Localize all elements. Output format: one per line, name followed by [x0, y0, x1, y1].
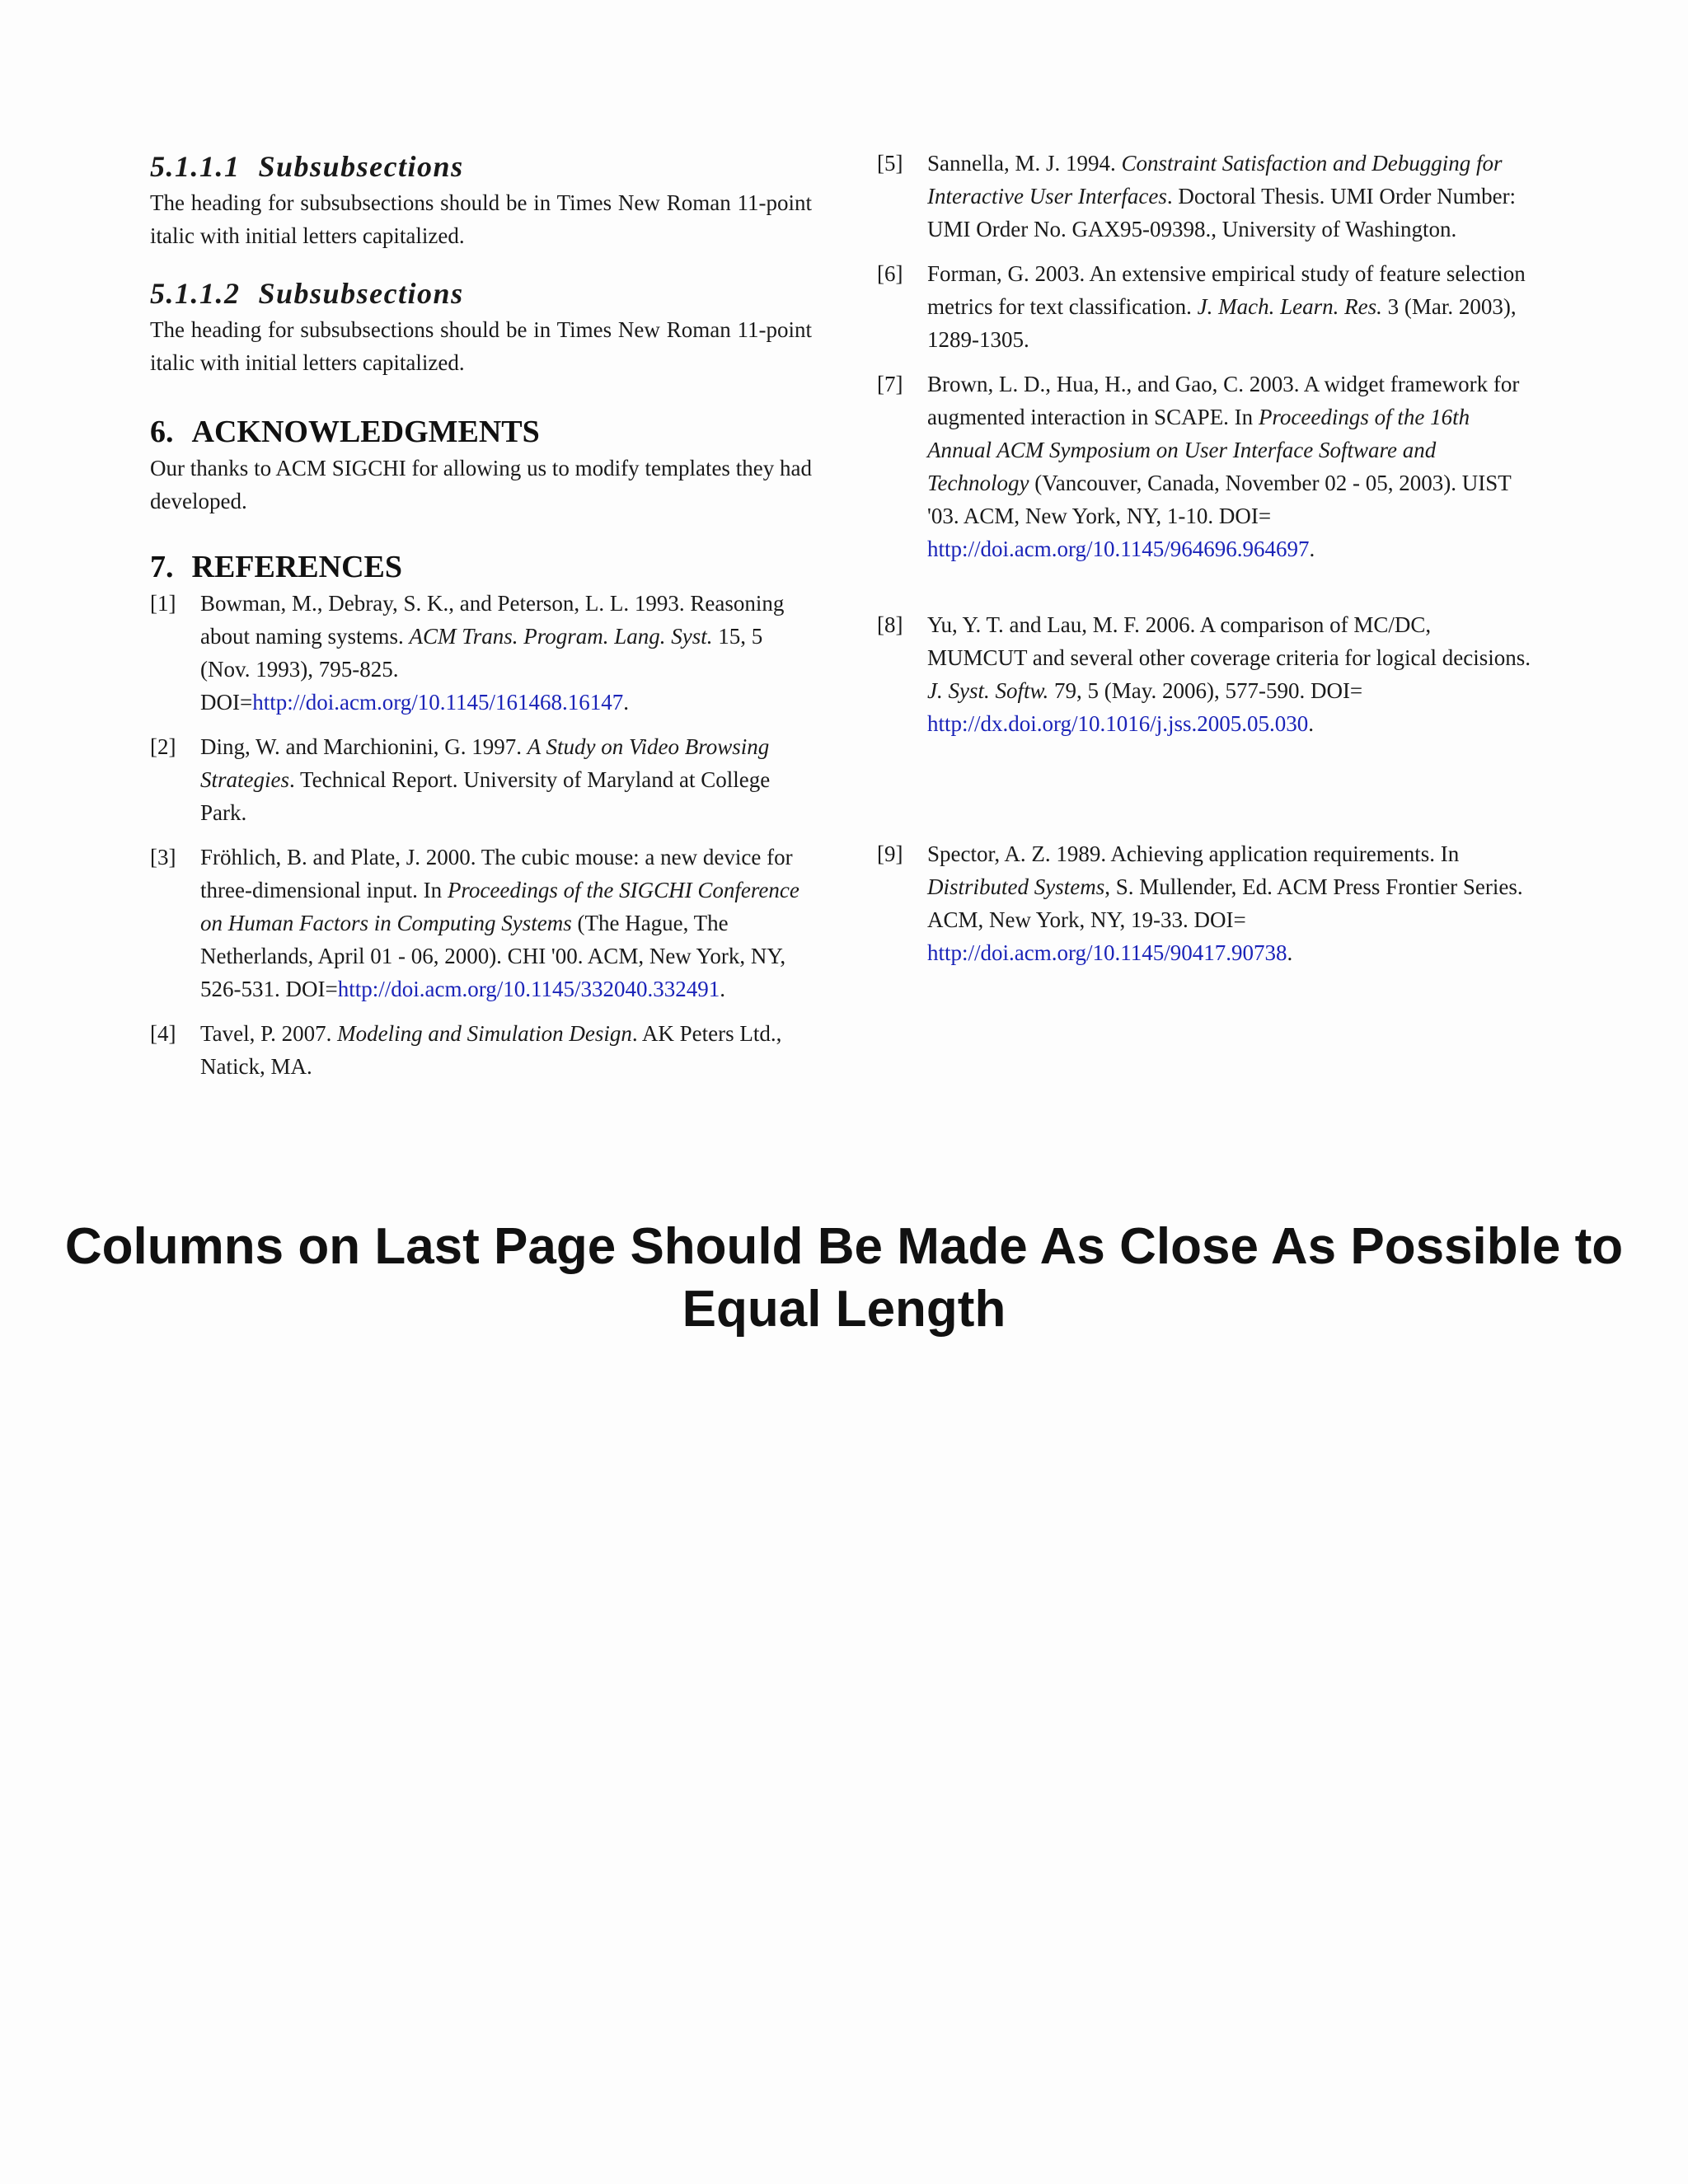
subsubsection-number: 5.1.1.2 — [150, 277, 241, 310]
reference-number: [9] — [877, 841, 903, 866]
reference-text: Bowman, M., Debray, S. K., and Peterson, L. L. 1993. Reasoning about naming systems. — [200, 591, 785, 649]
reference-item — [877, 608, 1532, 740]
reference-text: Sannella, M. J. 1994. — [927, 151, 1122, 176]
reference-end: . — [1308, 711, 1315, 736]
references-heading — [150, 547, 812, 587]
subsubsection-heading-2 — [150, 274, 812, 313]
reference-doi-link[interactable]: http://doi.acm.org/10.1145/964696.964697 — [927, 537, 1310, 561]
reference-item — [150, 730, 812, 829]
reference-item — [150, 1017, 812, 1083]
right-column — [877, 147, 1532, 969]
reference-text: Fröhlich, B. and Plate, J. 2000. The cubic mouse: a new device for three-dimensional input. In — [200, 845, 793, 902]
reference-doi-link[interactable]: http://doi.acm.org/10.1145/161468.16147 — [252, 690, 624, 715]
reference-number: [5] — [877, 151, 903, 176]
subsubsection-text-2: The heading for subsubsections should be in Times New Roman 11-point italic with initial letters capitalized. — [150, 317, 812, 375]
reference-end: . — [623, 690, 629, 715]
reference-details: . AK Peters Ltd., Natick, MA. — [200, 1021, 782, 1079]
reference-number: [1] — [150, 591, 176, 616]
reference-details: 15, 5 (Nov. 1993), 795-825. DOI= — [200, 624, 763, 715]
subsubsection-text-1: The heading for subsubsections should be in Times New Roman 11-point italic with initial letters capitalized. — [150, 190, 812, 248]
reference-details: . Technical Report. University of Maryland at College Park. — [200, 767, 771, 825]
subsubsection-number: 5.1.1.1 — [150, 150, 241, 183]
reference-text: Brown, L. D., Hua, H., and Gao, C. 2003. A widget framework for augmented interaction in SCAPE. In — [927, 372, 1520, 429]
reference-number: [6] — [877, 261, 903, 286]
reference-item — [877, 368, 1532, 565]
reference-venue: A Study on Video Browsing Strategies — [200, 734, 770, 792]
reference-venue: Constraint Satisfaction and Debugging for Interactive User Interfaces — [927, 151, 1503, 209]
reference-end: . — [1309, 537, 1315, 561]
reference-venue: Proceedings of the SIGCHI Conference on Human Factors in Computing Systems — [200, 878, 799, 935]
section-number: 7. — [150, 550, 174, 584]
reference-text: Forman, G. 2003. An extensive empirical study of feature selection metrics for text classification. — [927, 261, 1526, 319]
reference-details: 3 (Mar. 2003), 1289-1305. — [927, 294, 1517, 352]
reference-details: . Doctoral Thesis. UMI Order Number: UMI Order No. GAX95-09398., University of Washington. — [927, 184, 1517, 241]
reference-item — [150, 587, 812, 719]
reference-number: [8] — [877, 612, 903, 637]
reference-venue: Distributed Systems — [927, 874, 1105, 899]
reference-venue: J. Mach. Learn. Res. — [1197, 294, 1382, 319]
reference-doi-link[interactable]: http://dx.doi.org/10.1016/j.jss.2005.05.030 — [927, 711, 1309, 736]
reference-number: [3] — [150, 845, 176, 869]
subsubsection-title: Subsubsections — [258, 150, 464, 183]
section-title: ACKNOWLEDGMENTS — [191, 415, 540, 449]
section-number: 6. — [150, 415, 174, 449]
reference-item — [877, 837, 1532, 969]
reference-details: 79, 5 (May. 2006), 577-590. DOI= — [1048, 678, 1363, 703]
references-list-left — [150, 587, 812, 1083]
reference-text: Ding, W. and Marchionini, G. 1997. — [200, 734, 528, 759]
section-title: REFERENCES — [191, 550, 402, 584]
reference-text: Yu, Y. T. and Lau, M. F. 2006. A comparison of MC/DC, MUMCUT and several other coverage criteria for logical decisions. — [927, 612, 1531, 670]
reference-item — [877, 257, 1532, 356]
reference-item — [150, 841, 812, 1005]
reference-number: [2] — [150, 734, 176, 759]
reference-details: , S. Mullender, Ed. ACM Press Frontier Series. ACM, New York, NY, 19-33. DOI= — [927, 874, 1523, 932]
reference-doi-link[interactable]: http://doi.acm.org/10.1145/90417.90738 — [927, 940, 1287, 965]
reference-end: . — [720, 977, 725, 1001]
references-list-right — [877, 147, 1532, 969]
reference-doi-link[interactable]: http://doi.acm.org/10.1145/332040.332491 — [337, 977, 720, 1001]
subsubsection-heading-1 — [150, 147, 812, 186]
reference-end: . — [1287, 940, 1293, 965]
reference-details: (The Hague, The Netherlands, April 01 - 06, 2000). CHI '00. ACM, New York, NY, 526-531. DOI= — [200, 911, 786, 1001]
reference-text: Spector, A. Z. 1989. Achieving application requirements. In — [927, 841, 1460, 866]
acknowledgments-heading — [150, 412, 812, 452]
reference-venue: Modeling and Simulation Design — [337, 1021, 632, 1046]
reference-item — [877, 147, 1532, 246]
subsubsection-title: Subsubsections — [258, 277, 464, 310]
reference-text: Tavel, P. 2007. — [200, 1021, 338, 1046]
reference-number: [4] — [150, 1021, 176, 1046]
reference-venue: J. Syst. Softw. — [927, 678, 1049, 703]
reference-venue: ACM Trans. Program. Lang. Syst. — [409, 624, 713, 649]
left-column — [150, 147, 812, 1083]
acknowledgments-text: Our thanks to ACM SIGCHI for allowing us to modify templates they had developed. — [150, 456, 812, 513]
column-balance-note: Columns on Last Page Should Be Made As Close As Possible to Equal Length — [64, 1218, 1624, 1338]
reference-number: [7] — [877, 372, 903, 396]
reference-details: (Vancouver, Canada, November 02 - 05, 2003). UIST '03. ACM, New York, NY, 1-10. DOI= — [927, 471, 1512, 528]
reference-venue: Proceedings of the 16th Annual ACM Symposium on User Interface Software and Technology — [927, 405, 1470, 495]
